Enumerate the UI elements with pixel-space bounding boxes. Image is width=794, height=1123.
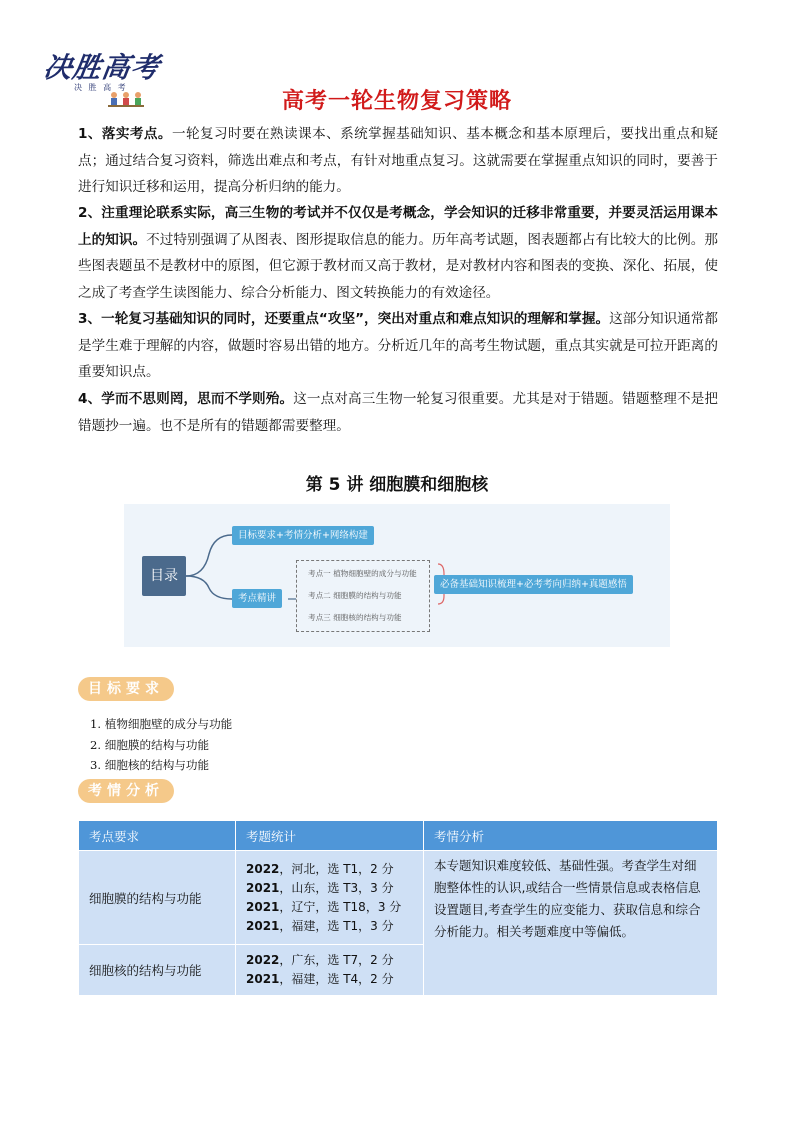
paragraph-body: 这一点对高三生物一轮复习很重要。尤其是对于错题。错题整理不是把错题抄一遍。也不是所有的错题都需要整理。 [78,391,718,434]
table-cell-topic: 细胞膜的结构与功能 [79,851,236,945]
stat-year: 2021 [246,918,280,933]
stat-detail: ，山东，选 T3，3 分 [279,880,394,895]
stat-year: 2022 [246,953,280,967]
paragraph-lead: 4、学而不思则罔，思而不学则殆。 [78,391,294,407]
stat-line [246,879,413,898]
mindmap-sub-2: 考点二 细胞膜的结构与功能 [308,591,402,600]
table-cell-stats [236,945,424,996]
mindmap-sub-3: 考点三 细胞核的结构与功能 [308,613,402,622]
paragraph-2 [78,200,718,306]
stat-line [246,951,413,970]
stat-line [246,898,413,917]
stat-year: 2022 [246,861,280,876]
stat-year: 2021 [246,880,280,895]
stat-line [246,860,413,879]
goal-item: 1. 植物细胞壁的成分与功能 [90,717,233,731]
lecture-title: 第 5 讲 细胞膜和细胞核 [305,475,489,495]
mindmap [124,504,670,647]
stat-year: 2021 [246,972,280,986]
mindmap-sub-1: 考点一 植物细胞壁的成分与功能 [308,569,417,578]
mindmap-branch-points: 考点精讲 [232,589,282,608]
paragraph-body: 一轮复习时要在熟读课本、系统掌握基础知识、基本概念和基本原理后，要找出重点和疑点；通过结合复习资料，筛选出难点和考点，有针对地重点复习。这就需要在掌握重点知识的同时，要善于进行知识迁移和运用，提高分析归纳的能力。 [78,126,718,196]
table-cell-topic: 细胞核的结构与功能 [79,945,236,996]
logo-text: 决胜高考 [41,51,163,84]
paragraph-lead: 2、注重理论联系实际，高三生物的考试并不仅仅是考概念，学会知识的迁移非常重要，并要灵活运用课本上的知识。 [78,205,718,248]
goal-list [90,714,232,776]
main-title: 高考一轮生物复习策略 [281,89,512,114]
table-cell-stats [236,851,424,945]
paragraph-body: 不过特别强调了从图表、图形提取信息的能力。历年高考试题，图表题都占有比较大的比例。那些图表题虽不是教材中的原图，但它源于教材而又高于教材，是对教材内容和图表的变换、深化、拓展，使之成了考查学生读图能力、综合分析能力、图文转换能力的有效途径。 [78,231,719,301]
paragraph-4 [78,386,718,439]
stat-line [246,917,413,936]
paragraph-body: 这部分知识通常都是学生难于理解的内容，做题时容易出错的地方。分析近几年的高考生物试题，重点其实就是可拉开距离的重要知识点。 [78,311,719,381]
table-header: 考点要求 [79,821,236,851]
goal-item: 2. 细胞膜的结构与功能 [90,737,210,752]
table-header: 考情分析 [424,821,718,851]
stat-detail: ，辽宁，选 T18，3 分 [279,899,402,914]
mindmap-branch-goals: 目标要求+考情分析+网络构建 [232,526,374,545]
paragraph-3 [78,306,718,386]
table-header: 考题统计 [236,821,424,851]
stat-detail: ，河北，选 T1，2 分 [279,861,394,876]
stat-year: 2021 [246,899,280,914]
stat-detail: ，福建，选 T1，3 分 [279,918,394,933]
table-row [79,851,718,945]
analysis-badge: 考情分析 [78,779,174,803]
exam-analysis-table [78,820,718,996]
mindmap-root: 目录 [142,556,186,596]
table-header-row [79,821,718,851]
goal-item: 3. 细胞核的结构与功能 [90,758,210,772]
paragraph-lead: 1、落实考点。 [78,126,172,142]
logo-subtext: 决 胜 高 考 [74,83,128,92]
mindmap-result: 必备基础知识梳理+必考考向归纳+真题感悟 [434,575,633,594]
paragraph-lead: 3、一轮复习基础知识的同时，还要重点“攻坚”，突出对重点和难点知识的理解和掌握。 [78,311,610,327]
goals-badge: 目标要求 [78,677,174,701]
stat-line [246,970,413,989]
stat-detail: ，广东，选 T7，2 分 [279,953,394,967]
stat-detail: ，福建，选 T4，2 分 [279,972,394,986]
paragraph-1 [78,121,718,201]
table-cell-analysis: 本专题知识难度较低、基础性强。考查学生对细胞整体性的认识,或结合一些情景信息或表格信息设置题目,考查学生的应变能力、获取信息和综合分析能力。相关考题难度中等偏低。 [424,851,718,996]
